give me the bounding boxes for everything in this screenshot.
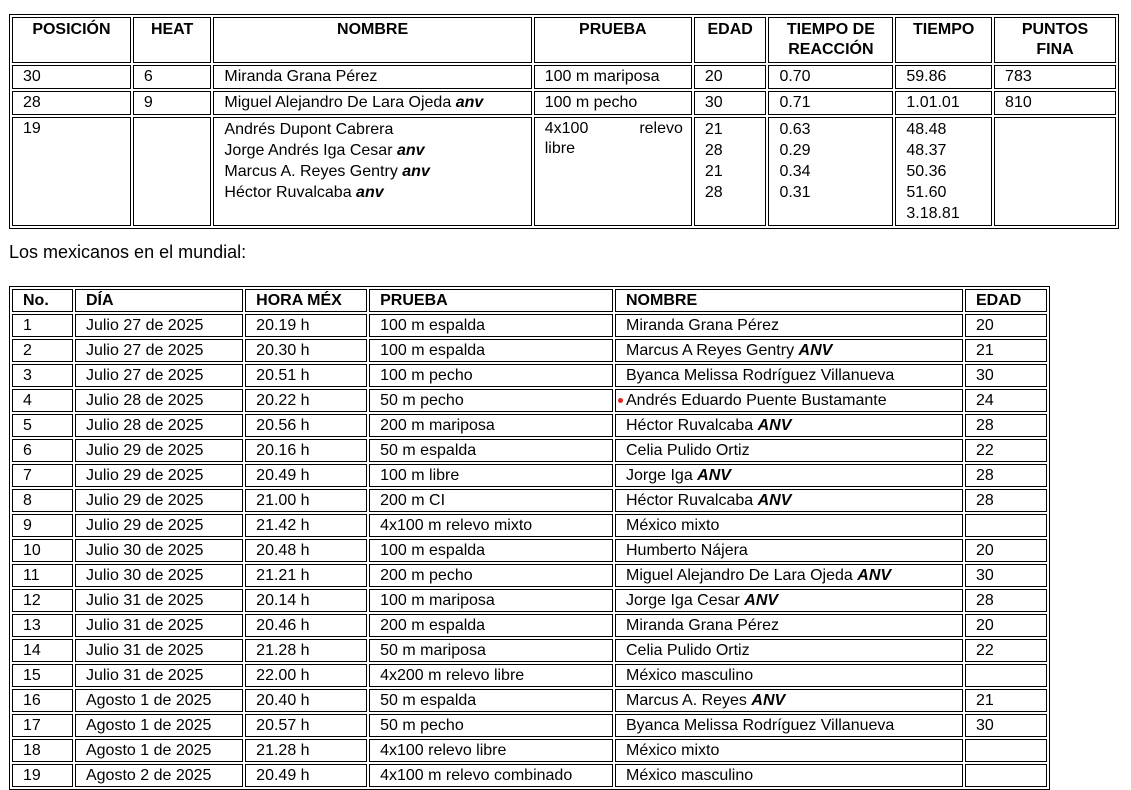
cell-prueba: 100 m mariposa xyxy=(369,589,613,612)
cell-edad: 21 xyxy=(965,339,1047,362)
cell-dia: Julio 30 de 2025 xyxy=(75,539,243,562)
cell-nombre xyxy=(615,739,963,762)
schedule-row xyxy=(12,339,1047,362)
cell-no: 16 xyxy=(12,689,73,712)
cell-hora: 20.57 h xyxy=(245,714,367,737)
cell-dia: Julio 29 de 2025 xyxy=(75,439,243,462)
col-header-tiempo: TIEMPO xyxy=(895,17,992,63)
swimmer-name: Andrés Eduardo Puente Bustamante xyxy=(626,392,887,409)
cell-dia: Julio 28 de 2025 xyxy=(75,414,243,437)
cell-no: 17 xyxy=(12,714,73,737)
cell-hora: 20.49 h xyxy=(245,764,367,787)
cell-dia: Julio 27 de 2025 xyxy=(75,339,243,362)
cell-prueba: 4x200 m relevo libre xyxy=(369,664,613,687)
cell-nombre xyxy=(615,714,963,737)
cell-nombre xyxy=(615,414,963,437)
swimmer-name: Marcus A. Reyes xyxy=(626,692,747,709)
col-header-prueba: PRUEBA xyxy=(534,17,692,63)
relay-edad: 28 xyxy=(704,184,723,201)
anv-badge: ANV xyxy=(757,492,792,509)
cell-dia: Julio 29 de 2025 xyxy=(75,514,243,537)
cell-edad: 28 xyxy=(965,489,1047,512)
cell-nombre xyxy=(615,664,963,687)
cell-edad: 28 xyxy=(965,589,1047,612)
col-header-tiempo-reaccion xyxy=(768,17,893,63)
cell-prueba: 50 m mariposa xyxy=(369,639,613,662)
relay-reaccion: 0.29 xyxy=(779,142,811,159)
cell-nombre xyxy=(615,639,963,662)
cell-posicion: 28 xyxy=(12,91,131,115)
cell-edad-list xyxy=(694,117,767,226)
cell-nombre xyxy=(615,589,963,612)
cell-no: 18 xyxy=(12,739,73,762)
relay-prueba-type: relevo xyxy=(639,120,683,137)
cell-prueba: 200 m CI xyxy=(369,489,613,512)
cell-tiempo-list xyxy=(895,117,992,226)
cell-prueba: 50 m espalda xyxy=(369,689,613,712)
marker-dot-icon xyxy=(618,398,623,403)
cell-edad: 22 xyxy=(965,439,1047,462)
relay-tiempo: 50.36 xyxy=(906,163,947,180)
schedule-table xyxy=(9,286,1050,790)
col-header-nombre: NOMBRE xyxy=(213,17,531,63)
cell-hora: 22.00 h xyxy=(245,664,367,687)
relay-total-time: 3.18.81 xyxy=(906,205,960,222)
cell-nombre xyxy=(615,439,963,462)
cell-edad: 20 xyxy=(965,539,1047,562)
cell-prueba: 100 m espalda xyxy=(369,539,613,562)
schedule-row xyxy=(12,389,1047,412)
schedule-row xyxy=(12,639,1047,662)
anv-badge: ANV xyxy=(744,592,779,609)
cell-reaccion: 0.70 xyxy=(768,65,893,89)
cell-hora: 20.48 h xyxy=(245,539,367,562)
cell-dia: Julio 29 de 2025 xyxy=(75,489,243,512)
schedule-row xyxy=(12,414,1047,437)
cell-prueba: 100 m pecho xyxy=(534,91,692,115)
schedule-row xyxy=(12,564,1047,587)
cell-hora: 21.28 h xyxy=(245,639,367,662)
swimmer-name: Marcus A. Reyes Gentry xyxy=(224,163,398,180)
cell-dia: Julio 31 de 2025 xyxy=(75,664,243,687)
swimmer-name: Jorge Iga xyxy=(626,467,693,484)
swimmer-name: Humberto Nájera xyxy=(626,542,748,559)
results-header-row xyxy=(12,17,1116,63)
cell-no: 1 xyxy=(12,314,73,337)
schedule-row xyxy=(12,489,1047,512)
cell-prueba: 200 m mariposa xyxy=(369,414,613,437)
swimmer-name: México masculino xyxy=(626,767,754,784)
cell-tiempo: 59.86 xyxy=(895,65,992,89)
cell-no: 11 xyxy=(12,564,73,587)
relay-edad: 21 xyxy=(704,163,723,180)
col-header-puntos-line1: PUNTOS xyxy=(1021,21,1089,38)
relay-reaccion: 0.31 xyxy=(779,184,811,201)
cell-dia: Agosto 1 de 2025 xyxy=(75,739,243,762)
intro-text: Los mexicanos en el mundial: xyxy=(9,242,247,262)
results-row xyxy=(12,65,1116,89)
swimmer-name: Miguel Alejandro De Lara Ojeda xyxy=(626,567,853,584)
cell-edad: 28 xyxy=(965,464,1047,487)
swimmer-name: Miguel Alejandro De Lara Ojeda xyxy=(224,94,452,111)
cell-edad: 30 xyxy=(694,91,767,115)
cell-prueba: 100 m pecho xyxy=(369,364,613,387)
results-table xyxy=(9,14,1119,229)
cell-hora: 20.40 h xyxy=(245,689,367,712)
cell-nombre-list xyxy=(213,117,531,226)
relay-prueba-style: libre xyxy=(544,140,575,157)
cell-edad: 22 xyxy=(965,639,1047,662)
cell-nombre xyxy=(615,764,963,787)
anv-badge: ANV xyxy=(751,692,786,709)
schedule-row xyxy=(12,364,1047,387)
cell-edad: 30 xyxy=(965,714,1047,737)
cell-nombre xyxy=(615,314,963,337)
cell-nombre xyxy=(213,91,531,115)
cell-hora: 21.42 h xyxy=(245,514,367,537)
cell-edad: 28 xyxy=(965,414,1047,437)
cell-dia: Julio 31 de 2025 xyxy=(75,639,243,662)
relay-swimmer xyxy=(224,140,530,161)
swimmer-name: México mixto xyxy=(626,742,720,759)
schedule-row xyxy=(12,464,1047,487)
cell-heat: 9 xyxy=(133,91,212,115)
cell-reaccion-list xyxy=(768,117,893,226)
cell-edad: 20 xyxy=(694,65,767,89)
schedule-row xyxy=(12,589,1047,612)
cell-no: 12 xyxy=(12,589,73,612)
cell-heat xyxy=(133,117,212,226)
cell-no: 9 xyxy=(12,514,73,537)
cell-prueba: 100 m mariposa xyxy=(534,65,692,89)
cell-prueba: 4x100 relevo libre xyxy=(369,739,613,762)
anv-badge: anv xyxy=(402,163,430,180)
col-header-puntos xyxy=(994,17,1116,63)
swimmer-name: Miranda Grana Pérez xyxy=(626,317,779,334)
schedule-row xyxy=(12,314,1047,337)
cell-no: 8 xyxy=(12,489,73,512)
anv-badge: anv xyxy=(356,184,384,201)
cell-prueba: 100 m libre xyxy=(369,464,613,487)
col-header-heat: HEAT xyxy=(133,17,212,63)
cell-hora: 20.19 h xyxy=(245,314,367,337)
cell-nombre xyxy=(615,464,963,487)
swimmer-name: Miranda Grana Pérez xyxy=(224,68,378,85)
cell-no: 15 xyxy=(12,664,73,687)
cell-prueba-relay xyxy=(534,117,692,226)
cell-edad xyxy=(965,739,1047,762)
schedule-row xyxy=(12,739,1047,762)
relay-edad: 28 xyxy=(704,142,723,159)
cell-dia: Julio 30 de 2025 xyxy=(75,564,243,587)
cell-nombre xyxy=(615,564,963,587)
cell-hora: 20.46 h xyxy=(245,614,367,637)
cell-dia: Julio 29 de 2025 xyxy=(75,464,243,487)
relay-tiempo: 48.48 xyxy=(906,121,947,138)
results-row xyxy=(12,91,1116,115)
cell-hora: 21.00 h xyxy=(245,489,367,512)
swimmer-name: Celia Pulido Ortiz xyxy=(626,642,750,659)
col-header-edad: EDAD xyxy=(694,17,767,63)
col-header-dia: DÍA xyxy=(75,289,243,312)
relay-reaccion: 0.34 xyxy=(779,163,811,180)
cell-hora: 21.21 h xyxy=(245,564,367,587)
relay-swimmer xyxy=(224,119,530,140)
cell-no: 10 xyxy=(12,539,73,562)
cell-no: 7 xyxy=(12,464,73,487)
swimmer-name: México masculino xyxy=(626,667,754,684)
cell-posicion: 30 xyxy=(12,65,131,89)
cell-nombre xyxy=(615,614,963,637)
cell-dia: Agosto 1 de 2025 xyxy=(75,689,243,712)
cell-posicion: 19 xyxy=(12,117,131,226)
cell-nombre xyxy=(615,489,963,512)
col-header-puntos-line2: FINA xyxy=(1036,41,1074,58)
cell-nombre xyxy=(615,389,963,412)
cell-hora: 20.56 h xyxy=(245,414,367,437)
col-header-edad: EDAD xyxy=(965,289,1047,312)
schedule-row xyxy=(12,689,1047,712)
cell-hora: 20.51 h xyxy=(245,364,367,387)
relay-tiempo: 48.37 xyxy=(906,142,947,159)
swimmer-name: Byanca Melissa Rodríguez Villanueva xyxy=(626,717,895,734)
anv-badge: anv xyxy=(455,94,484,111)
cell-prueba: 50 m pecho xyxy=(369,389,613,412)
cell-hora: 21.28 h xyxy=(245,739,367,762)
col-header-prueba: PRUEBA xyxy=(369,289,613,312)
schedule-body xyxy=(12,314,1047,787)
cell-edad: 20 xyxy=(965,614,1047,637)
cell-prueba: 200 m pecho xyxy=(369,564,613,587)
cell-no: 6 xyxy=(12,439,73,462)
cell-hora: 20.30 h xyxy=(245,339,367,362)
cell-nombre xyxy=(615,364,963,387)
schedule-row xyxy=(12,664,1047,687)
cell-nombre xyxy=(615,689,963,712)
cell-no: 19 xyxy=(12,764,73,787)
relay-tiempo: 51.60 xyxy=(906,184,947,201)
cell-puntos: 810 xyxy=(994,91,1116,115)
cell-nombre xyxy=(213,65,531,89)
relay-swimmer xyxy=(224,161,530,182)
col-header-nombre: NOMBRE xyxy=(615,289,963,312)
cell-puntos: 783 xyxy=(994,65,1116,89)
cell-prueba: 100 m espalda xyxy=(369,314,613,337)
swimmer-name: Jorge Iga Cesar xyxy=(626,592,740,609)
anv-badge: anv xyxy=(396,142,425,159)
anv-badge: ANV xyxy=(857,567,892,584)
cell-prueba: 50 m espalda xyxy=(369,439,613,462)
cell-hora: 20.49 h xyxy=(245,464,367,487)
cell-edad: 21 xyxy=(965,689,1047,712)
cell-edad xyxy=(965,764,1047,787)
relay-edad: 21 xyxy=(704,121,723,138)
relay-prueba-distance: 4x100 xyxy=(544,120,589,137)
cell-nombre xyxy=(615,539,963,562)
col-header-tiempo-reaccion-line2: REACCIÓN xyxy=(788,41,874,58)
schedule-row xyxy=(12,764,1047,787)
cell-no: 14 xyxy=(12,639,73,662)
cell-prueba: 100 m espalda xyxy=(369,339,613,362)
swimmer-name: Byanca Melissa Rodríguez Villanueva xyxy=(626,367,895,384)
results-body xyxy=(12,65,1116,226)
cell-dia: Julio 31 de 2025 xyxy=(75,614,243,637)
schedule-row xyxy=(12,514,1047,537)
schedule-row xyxy=(12,439,1047,462)
col-header-posicion: POSICIÓN xyxy=(12,17,131,63)
cell-tiempo: 1.01.01 xyxy=(895,91,992,115)
cell-dia: Julio 31 de 2025 xyxy=(75,589,243,612)
anv-badge: ANV xyxy=(798,342,833,359)
cell-prueba: 4x100 m relevo combinado xyxy=(369,764,613,787)
cell-heat: 6 xyxy=(133,65,212,89)
relay-prueba-line1 xyxy=(545,119,691,139)
cell-prueba: 200 m espalda xyxy=(369,614,613,637)
swimmer-name: México mixto xyxy=(626,517,720,534)
cell-no: 13 xyxy=(12,614,73,637)
relay-swimmer xyxy=(224,182,530,203)
swimmer-name: Celia Pulido Ortiz xyxy=(626,442,750,459)
cell-hora: 20.14 h xyxy=(245,589,367,612)
relay-reaccion: 0.63 xyxy=(779,121,811,138)
anv-badge: ANV xyxy=(757,417,792,434)
cell-no: 5 xyxy=(12,414,73,437)
cell-dia: Julio 27 de 2025 xyxy=(75,364,243,387)
cell-dia: Julio 27 de 2025 xyxy=(75,314,243,337)
cell-hora: 20.22 h xyxy=(245,389,367,412)
cell-edad: 24 xyxy=(965,389,1047,412)
cell-dia: Agosto 2 de 2025 xyxy=(75,764,243,787)
cell-reaccion: 0.71 xyxy=(768,91,893,115)
swimmer-name: Héctor Ruvalcaba xyxy=(224,184,352,201)
cell-edad xyxy=(965,514,1047,537)
anv-badge: ANV xyxy=(697,467,731,484)
cell-nombre xyxy=(615,339,963,362)
cell-prueba: 50 m pecho xyxy=(369,714,613,737)
cell-nombre xyxy=(615,514,963,537)
schedule-row xyxy=(12,614,1047,637)
swimmer-name: Héctor Ruvalcaba xyxy=(626,492,754,509)
swimmer-name: Héctor Ruvalcaba xyxy=(626,417,754,434)
schedule-row xyxy=(12,714,1047,737)
cell-no: 4 xyxy=(12,389,73,412)
cell-hora: 20.16 h xyxy=(245,439,367,462)
cell-no: 3 xyxy=(12,364,73,387)
col-header-hora: HORA MÉX xyxy=(245,289,367,312)
cell-edad xyxy=(965,664,1047,687)
cell-puntos xyxy=(994,117,1116,226)
cell-edad: 30 xyxy=(965,564,1047,587)
schedule-row xyxy=(12,539,1047,562)
cell-prueba: 4x100 m relevo mixto xyxy=(369,514,613,537)
cell-dia: Agosto 1 de 2025 xyxy=(75,714,243,737)
swimmer-name: Miranda Grana Pérez xyxy=(626,617,779,634)
col-header-no: No. xyxy=(12,289,73,312)
schedule-header-row xyxy=(12,289,1047,312)
col-header-tiempo-reaccion-line1: TIEMPO DE xyxy=(786,21,875,38)
cell-edad: 30 xyxy=(965,364,1047,387)
results-relay-row xyxy=(12,117,1116,226)
swimmer-name: Andrés Dupont Cabrera xyxy=(224,121,394,138)
cell-dia: Julio 28 de 2025 xyxy=(75,389,243,412)
cell-edad: 20 xyxy=(965,314,1047,337)
swimmer-name: Marcus A Reyes Gentry xyxy=(626,342,795,359)
cell-no: 2 xyxy=(12,339,73,362)
swimmer-name: Jorge Andrés Iga Cesar xyxy=(224,142,393,159)
